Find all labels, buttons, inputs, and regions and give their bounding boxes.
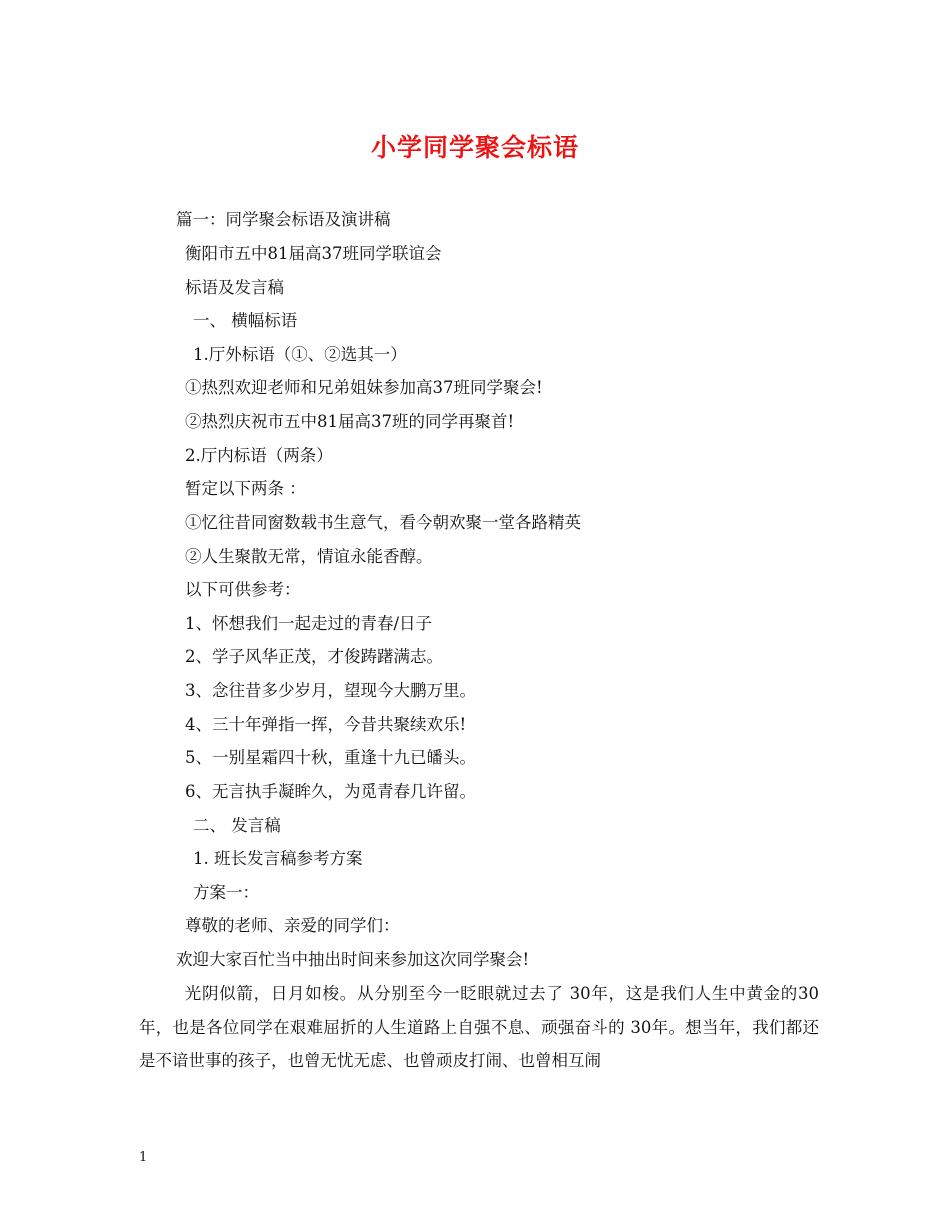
text-line: 衡阳市五中81届高37班同学联谊会 xyxy=(185,244,442,263)
body-paragraph-text: 光阴似箭，日月如梭。从分别至今一眨眼就过去了 30年，这是我们人生中黄金的30年，也是各位同学在艰难屈折的人生道路上自强不息、顽强奋斗的 30年。想当年，我们都还是不谙世事的孩子，也曾无忧无虑、也曾顽皮打闹、也曾相互闹 xyxy=(139,984,819,1071)
text-line: 2.厅内标语（两条） xyxy=(185,446,333,465)
text-line: 标语及发言稿 xyxy=(185,278,284,297)
list-item: 2、学子风华正茂，才俊踌躇满志。 xyxy=(185,647,443,666)
text-line: 1. 班长发言稿参考方案 xyxy=(193,849,363,868)
text-line: ②热烈庆祝市五中81届高37班的同学再聚首! xyxy=(185,412,515,431)
section-heading: 篇一：同学聚会标语及演讲稿 xyxy=(176,210,391,229)
list-item: 5、一别星霜四十秋，重逢十九已皤头。 xyxy=(185,748,476,767)
text-line: 一、 横幅标语 xyxy=(193,311,298,330)
text-line: 欢迎大家百忙当中抽出时间来参加这次同学聚会! xyxy=(176,950,530,969)
text-line: 尊敬的老师、亲爱的同学们： xyxy=(185,916,400,935)
text-line: ①热烈欢迎老师和兄弟姐妹参加高37班同学聚会! xyxy=(185,378,543,397)
text-line: ①忆往昔同窗数载书生意气，看今朝欢聚一堂各路精英 xyxy=(185,513,581,532)
text-line: 暂定以下两条 ： xyxy=(185,479,306,498)
list-item: 1、怀想我们一起走过的青春/日子 xyxy=(185,614,433,633)
text-line: 二、 发言稿 xyxy=(193,816,281,835)
list-item: 3、念往昔多少岁月，望现今大鹏万里。 xyxy=(185,681,476,700)
document-title: 小学同学聚会标语 xyxy=(370,133,579,162)
text-line: ②人生聚散无常，情谊永能香醇。 xyxy=(185,547,433,566)
page-number: 1 xyxy=(139,1150,148,1165)
text-line: 1.厅外标语（①、②选其一） xyxy=(193,345,407,364)
list-item: 4、三十年弹指一挥，今昔共聚续欢乐! xyxy=(185,715,467,734)
list-item: 6、无言执手凝眸久，为觅青春几许留。 xyxy=(185,782,476,801)
text-line: 方案一： xyxy=(193,883,259,902)
body-paragraph xyxy=(139,977,819,1078)
text-line: 以下可供参考： xyxy=(185,580,301,599)
